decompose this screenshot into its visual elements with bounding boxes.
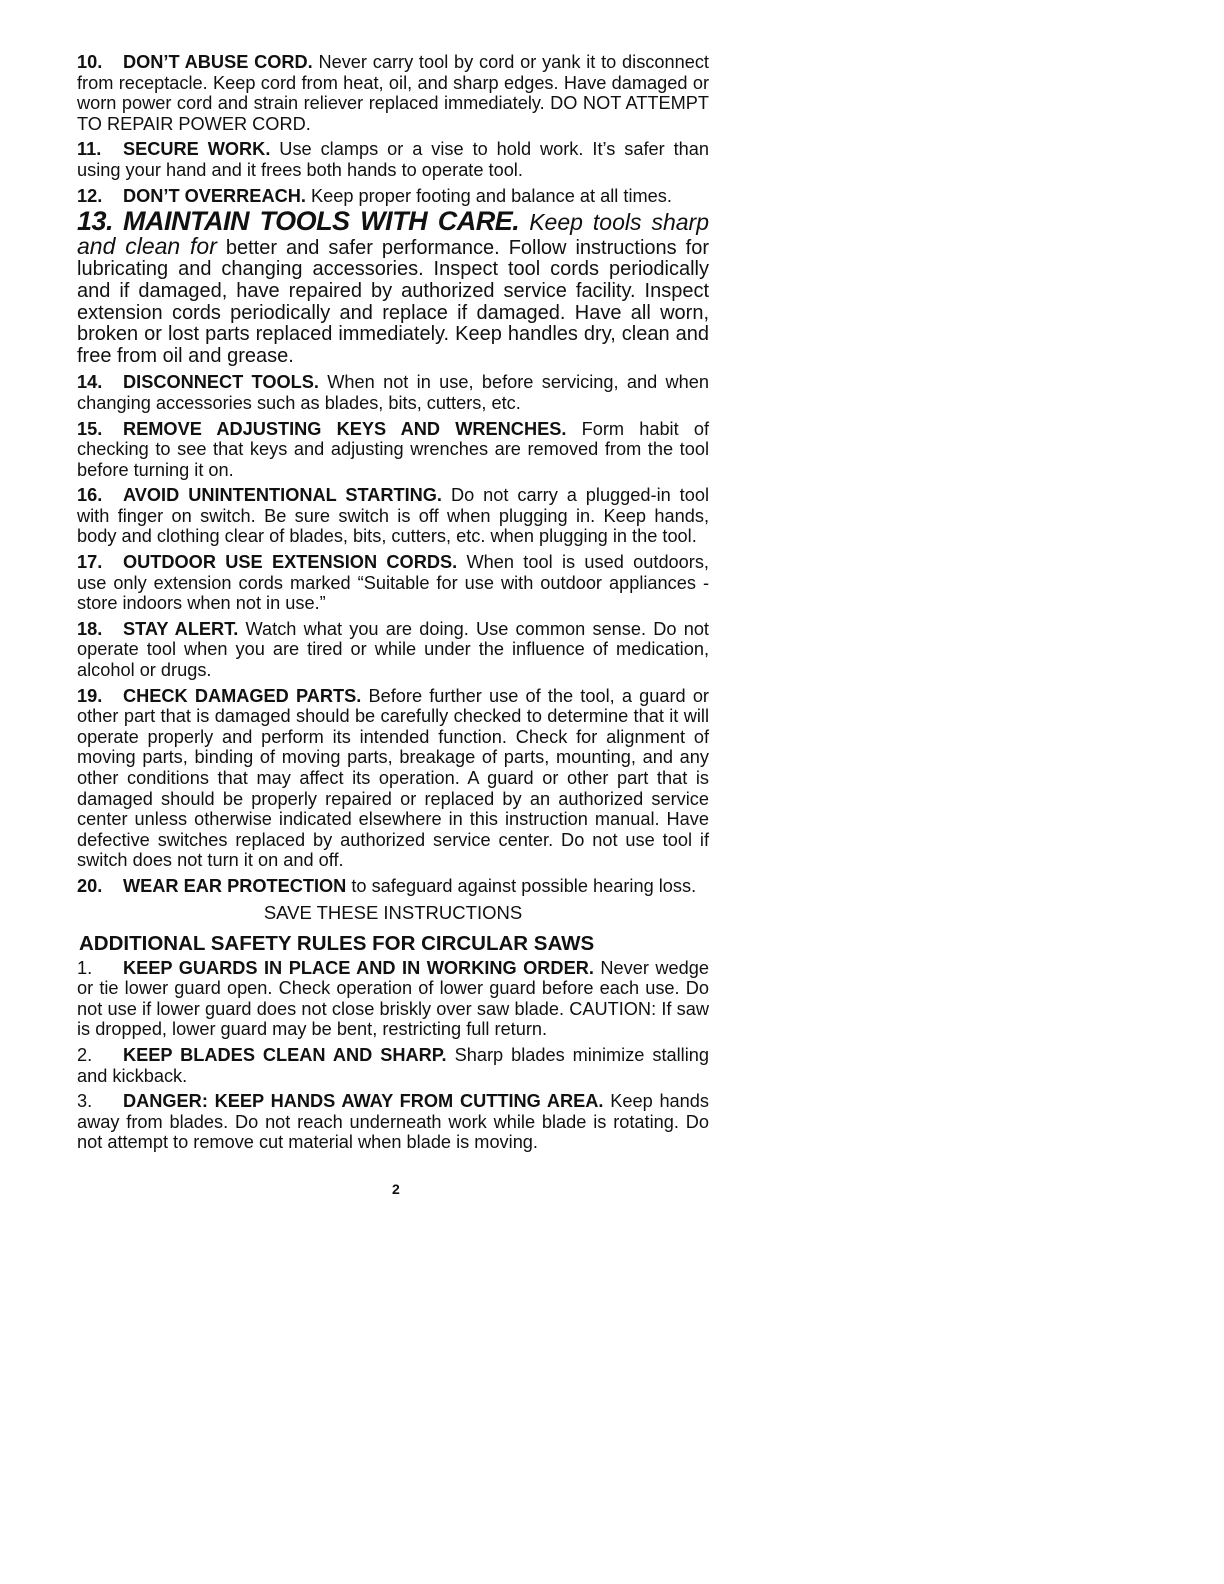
rule-number: 2. [77, 1044, 93, 1065]
rule-heading: MAINTAIN TOOLS WITH CARE. [123, 206, 520, 237]
rule-heading: SECURE WORK. [123, 139, 271, 160]
rule-text: Keep proper footing and balance at all times. [305, 185, 672, 206]
rule-heading: WEAR EAR PROTECTION [123, 875, 347, 896]
page-number: 2 [392, 1181, 400, 1197]
rule-text: Sharp blades minimize stalling and kickback. [77, 1044, 709, 1086]
rule-number: 10. [77, 52, 103, 72]
rule-heading: KEEP GUARDS IN PLACE AND IN WORKING ORDER. [123, 957, 594, 978]
rule-text: When not in use, before servicing, and when changing accessories such as blades, bits, cutters, etc. [77, 372, 709, 413]
rule-heading: DON’T ABUSE CORD. [123, 52, 313, 72]
rule-heading: DISCONNECT TOOLS. [123, 372, 319, 393]
additional-rules-title: ADDITIONAL SAFETY RULES FOR CIRCULAR SAWS [79, 931, 595, 955]
rule-number: 16. [77, 485, 103, 506]
rule-number: 19. [77, 685, 103, 706]
rule-17 [77, 552, 709, 614]
rule-number: 17. [77, 552, 103, 573]
rule-11 [77, 139, 709, 180]
rule-heading: STAY ALERT. [123, 618, 239, 639]
rule-heading: REMOVE ADJUSTING KEYS AND WRENCHES. [123, 418, 567, 439]
rule-lead-text: Keep tools sharp and clean for [77, 209, 709, 259]
additional-rule-3 [77, 1091, 709, 1153]
rule-text: better and safer performance. Follow instructions for lubricating and changing accessories. Inspect tool cords periodically and if damaged, have repaired by authorized service facility. Inspect extension cords periodically and replace if damaged. Have all worn, broken or lost parts replaced immediately. Keep handles dry, clean and free from oil and grease. [77, 236, 709, 367]
rule-text: Keep hands away from blades. Do not reach underneath work while blade is rotating. Do not attempt to remove cut material when blade is moving. [77, 1091, 709, 1153]
rule-number: 12. [77, 185, 103, 206]
rule-text: When tool is used outdoors, use only extension cords marked “Suitable for use with outdoor appliances - store indoors when not in use.” [77, 552, 709, 614]
rule-heading: AVOID UNINTENTIONAL STARTING. [123, 485, 442, 506]
rule-text: to safeguard against possible hearing loss. [346, 875, 697, 896]
additional-rule-1 [77, 958, 709, 1040]
rule-15 [77, 419, 709, 481]
rule-heading: DANGER: KEEP HANDS AWAY FROM CUTTING AREA. [123, 1091, 604, 1112]
rule-14 [77, 372, 709, 413]
rule-text: Never wedge or tie lower guard open. Check operation of lower guard before each use. Do not use if lower guard does not close briskly over saw blade. CAUTION: If saw is dropped, lower guard may be bent, restricting full return. [77, 957, 709, 1040]
rule-number: 15. [77, 418, 103, 439]
rule-16 [77, 485, 709, 547]
rule-13 [77, 206, 709, 367]
rule-number: 20. [77, 875, 103, 896]
rule-number: 3. [77, 1091, 93, 1112]
rule-number: 11. [77, 139, 102, 160]
rule-heading: OUTDOOR USE EXTENSION CORDS. [123, 552, 458, 573]
rule-text: Before further use of the tool, a guard or other part that is damaged should be carefully checked to determine that it will operate properly and perform its intended function. Check for alignment of moving parts, binding of moving parts, breakage of parts, mounting, and any other conditions that may affect its operation. A guard or other part that is damaged should be properly repaired or replaced by an authorized service center unless otherwise indicated elsewhere in this instruction manual. Have defective switches replaced by authorized service center. Do not use tool if switch does not turn it on and off. [77, 685, 709, 871]
rule-heading: KEEP BLADES CLEAN AND SHARP. [123, 1044, 447, 1065]
rule-20 [77, 876, 709, 897]
rule-number: 18. [77, 618, 103, 639]
rule-text: Do not carry a plugged-in tool with finger on switch. Be sure switch is off when plugging in. Keep hands, body and clothing clear of blades, bits, cutters, etc. when plugging in the tool. [77, 485, 710, 547]
rule-number: 1. [77, 957, 93, 978]
save-instructions-notice: SAVE THESE INSTRUCTIONS [263, 901, 523, 923]
rule-text: Use clamps or a vise to hold work. It’s safer than using your hand and it frees both hands to operate tool. [77, 139, 710, 180]
rule-19 [77, 686, 709, 871]
rule-text: Form habit of checking to see that keys and adjusting wrenches are removed from the tool before turning it on. [77, 418, 710, 480]
rule-18 [77, 619, 709, 681]
rule-12 [77, 186, 709, 207]
rule-number: 14. [77, 372, 103, 393]
manual-page [77, 52, 709, 1158]
rule-number: 13. [77, 206, 114, 237]
rule-10 [77, 52, 709, 134]
rule-text: Watch what you are doing. Use common sense. Do not operate tool when you are tired or while under the influence of medication, alcohol or drugs. [77, 618, 709, 681]
rule-text: Never carry tool by cord or yank it to disconnect from receptacle. Keep cord from heat, oil, and sharp edges. Have damaged or worn power cord and strain reliever replaced immediately. DO NOT ATTEMPT TO REPAIR POWER CORD. [77, 52, 709, 134]
rule-heading: DON’T OVERREACH. [123, 185, 306, 206]
additional-rule-2 [77, 1045, 709, 1086]
rule-heading: CHECK DAMAGED PARTS. [123, 685, 362, 706]
